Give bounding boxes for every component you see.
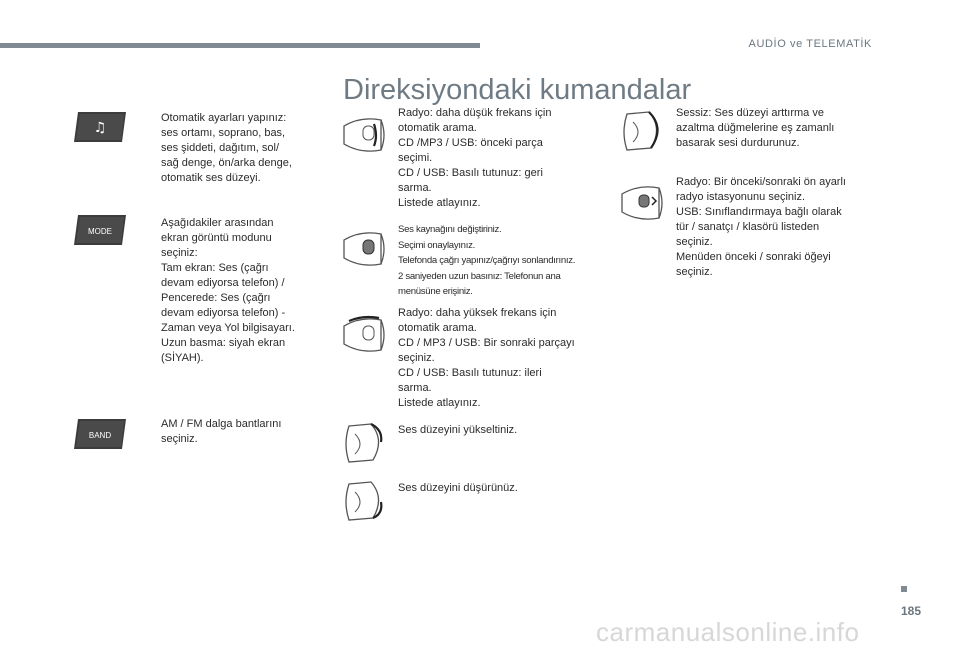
middle-text-seek-down: Radyo: daha düşük frekans için otomatik arama. CD /MP3 / USB: önceki parça seçimi. CD / USB: Basılı tutunuz: geri sarma. Listede atlayınız. [398,107,552,209]
mute-icon [619,108,669,154]
left-text-band: AM / FM dalga bantlarını seçiniz. [161,418,282,445]
band-button [72,417,128,451]
section-title: AUDİO ve TELEMATİK [748,38,872,50]
middle-text-seek-up: Radyo: daha yüksek frekans için otomatik arama. CD / MP3 / USB: Bir sonraki parçayı seçiniz. CD / USB: Basılı tutunuz: ileri sarma. Listede atlayınız. [398,307,575,409]
page-end-marker [901,586,907,592]
mode-button [72,213,128,247]
music-note-icon: ♫ [93,120,107,136]
volume-down-icon [341,478,391,524]
steering-control-left-upper-icon [341,312,391,358]
header-bar [0,43,480,48]
mode-button-label: MODE [88,227,112,236]
watermark: carmanualsonline.info [596,617,860,647]
right-text-mute: Sessiz: Ses düzeyi arttırma ve azaltma düğmelerine eş zamanlı basarak sesi durdurunuz. [676,107,835,149]
preset-scroll-icon [619,180,669,226]
left-text-mode: Aşağıdakiler arasından ekran görüntü modunu seçiniz: Tam ekran: Ses (çağrı devam ediyorsa telefon) / Pencerede: Ses (çağrı devam ediyorsa telefon) - Zaman veya Yol bilgisayarı. Uzun basma: siyah ekran (SİYAH). [161,217,295,364]
steering-control-source-icon [341,226,391,272]
middle-text-volume-down: Ses düzeyini düşürünüz. [398,482,518,494]
page-title: Direksiyondaki kumandalar [343,74,692,106]
steering-control-left-lower-icon [341,112,391,158]
audio-settings-button [72,110,128,144]
right-text-preset: Radyo: Bir önceki/sonraki ön ayarlı radyo istasyonunu seçiniz. USB: Sınıflandırmaya bağlı olarak tür / sanatçı / klasörü listeden seçiniz. Menüden önceki / sonraki öğeyi seçiniz. [676,176,846,278]
page-number: 185 [901,604,922,618]
band-button-label: BAND [88,431,112,440]
middle-text-source: Ses kaynağını değiştiriniz. Seçimi onaylayınız. Telefonda çağrı yapınız/çağrıyı sonlandırınız. 2 saniyeden uzun basınız: Telefonun ana menüsüne erişiniz. [398,224,576,298]
left-text-audio: Otomatik ayarları yapınız: ses ortamı, soprano, bas, ses şiddeti, dağıtım, sol/ sağ denge, ön/arka denge, otomatik ses düzeyi. [161,112,292,184]
middle-text-volume-up: Ses düzeyini yükseltiniz. [398,424,518,436]
volume-up-icon [341,420,391,466]
